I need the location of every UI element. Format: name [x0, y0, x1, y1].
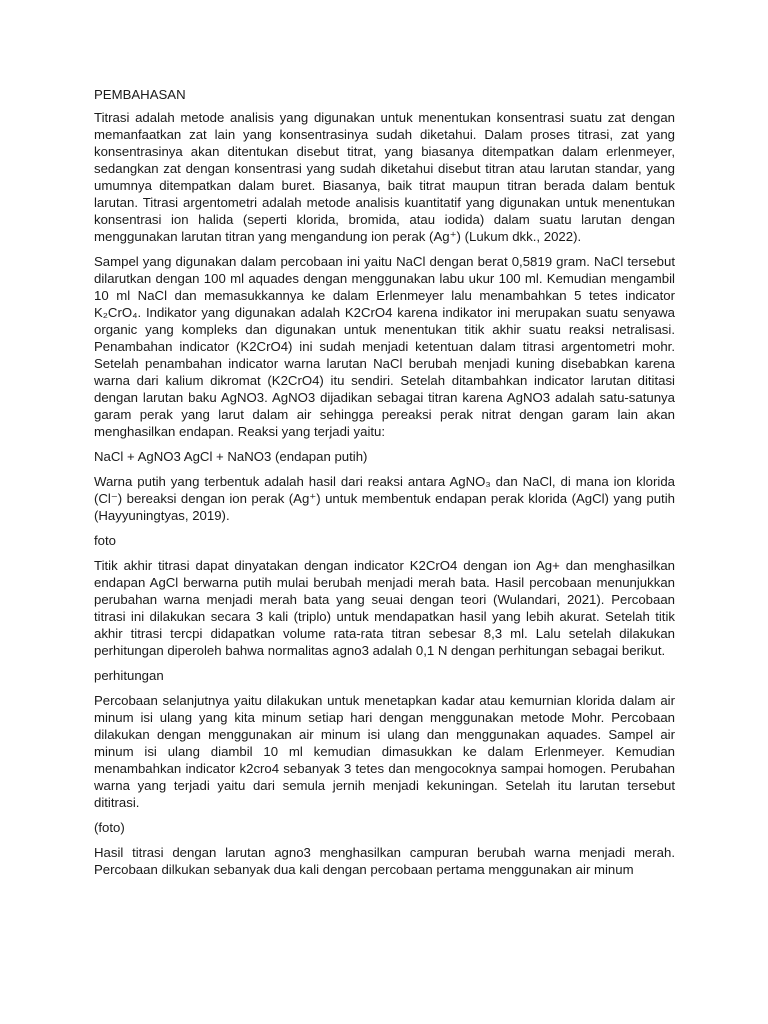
calculation-placeholder: perhitungan	[94, 668, 164, 683]
photo-placeholder-2: (foto)	[94, 820, 125, 835]
section-heading: PEMBAHASAN	[94, 87, 186, 102]
paragraph-titration-intro: Titrasi adalah metode analisis yang digunakan untuk menentukan konsentrasi suatu zat dengan memanfaatkan zat lain yang konsentrasinya sudah diketahui. Dalam proses titrasi, zat yang konsentrasinya akan ditentukan disebut titrat, yang biasanya ditempatkan dalam erlenmeyer, sedangkan zat dengan konsentrasi yang sudah diketahui disebut titran atau larutan standar, yang umumnya ditempatkan dalam buret. Biasanya, baik titrat maupun titran berada dalam bentuk larutan. Titrasi argentometri adalah metode analisis kuantitatif yang digunakan untuk menentukan konsentrasi ion halida (seperti klorida, bromida, atau iodida) dalam suatu larutan dengan menggunakan larutan titran yang mengandung ion perak (Ag⁺) (Lukum dkk., 2022).	[94, 110, 675, 244]
paragraph-chloride-test: Percobaan selanjutnya yaitu dilakukan untuk menetapkan kadar atau kemurnian klorida dalam air minum isi ulang yang kita minum setiap hari dengan menggunakan metode Mohr. Percobaan dilakukan dengan menggunakan air minum isi ulang dan menggunakan aquades. Sampel air minum isi ulang diambil 10 ml kemudian dimasukkan ke dalam Erlenmeyer. Kemudian menambahkan indicator k2cro4 sebanyak 3 tetes dan mengocoknya sampai homogen. Perubahan warna yang terjadi yaitu dari semula jernih menjadi kekuningan. Setelah itu larutan tersebut dititrasi.	[94, 693, 675, 810]
photo-placeholder-1: foto	[94, 533, 116, 548]
paragraph-end-point: Titik akhir titrasi dapat dinyatakan dengan indicator K2CrO4 dengan ion Ag+ dan menghasilkan endapan AgCl berwarna putih mulai berubah menjadi merah bata. Hasil percobaan menunjukkan perubahan warna menjadi merah bata yang seuai dengan teori (Wulandari, 2021). Percobaan titrasi ini dilakukan secara 3 kali (triplo) untuk mendapatkan hasil yang lebih akurat. Setelah titik akhir titrasi tercpi didapatkan volume rata-rata titran sebesar 8,3 ml. Lalu setelah dilakukan perhitungan diperoleh bahwa normalitas agno3 adalah 0,1 N dengan perhitungan sebagai berikut.	[94, 558, 675, 658]
paragraph-sample-procedure: Sampel yang digunakan dalam percobaan ini yaitu NaCl dengan berat 0,5819 gram. NaCl tersebut dilarutkan dengan 100 ml aquades dengan menggunakan labu ukur 100 ml. Kemudian mengambil 10 ml NaCl dan memasukkannya ke dalam Erlenmeyer lalu menambahkan 5 tetes indicator K₂CrO₄. Indikator yang digunakan adalah K2CrO4 karena indikator ini merupakan suatu senyawa organic yang kompleks dan digunakan untuk menentukan titik akhir suatu reaksi netralisasi. Penambahan indicator (K2CrO4) ini sudah menjadi ketentuan dalam titrasi argentometri mohr. Setelah penambahan indicator warna larutan NaCl berubah menjadi kuning disebabkan karena warna dari kalium dikromat (K2CrO4) itu sendiri. Setelah ditambahkan indicator larutan dititasi dengan larutan baku AgNO3. AgNO3 dijadikan sebagai titran karena AgNO3 adalah satu-satunya garam perak yang larut dalam air sehingga pereaksi perak nitrat dengan garam lain akan menghasilkan endapan. Reaksi yang terjadi yaitu:	[94, 254, 675, 439]
paragraph-titration-result: Hasil titrasi dengan larutan agno3 menghasilkan campuran berubah warna menjadi merah. Percobaan dilkukan sebanyak dua kali dengan percobaan pertama menggunakan air minum	[94, 845, 675, 877]
reaction-equation: NaCl + AgNO3 AgCl + NaNO3 (endapan putih)	[94, 449, 368, 464]
paragraph-white-precipitate: Warna putih yang terbentuk adalah hasil dari reaksi antara AgNO₃ dan NaCl, di mana ion klorida (Cl⁻) bereaksi dengan ion perak (Ag⁺) untuk membentuk endapan perak klorida (AgCl) yang putih (Hayyuningtyas, 2019).	[94, 474, 675, 523]
document-page	[94, 86, 675, 886]
